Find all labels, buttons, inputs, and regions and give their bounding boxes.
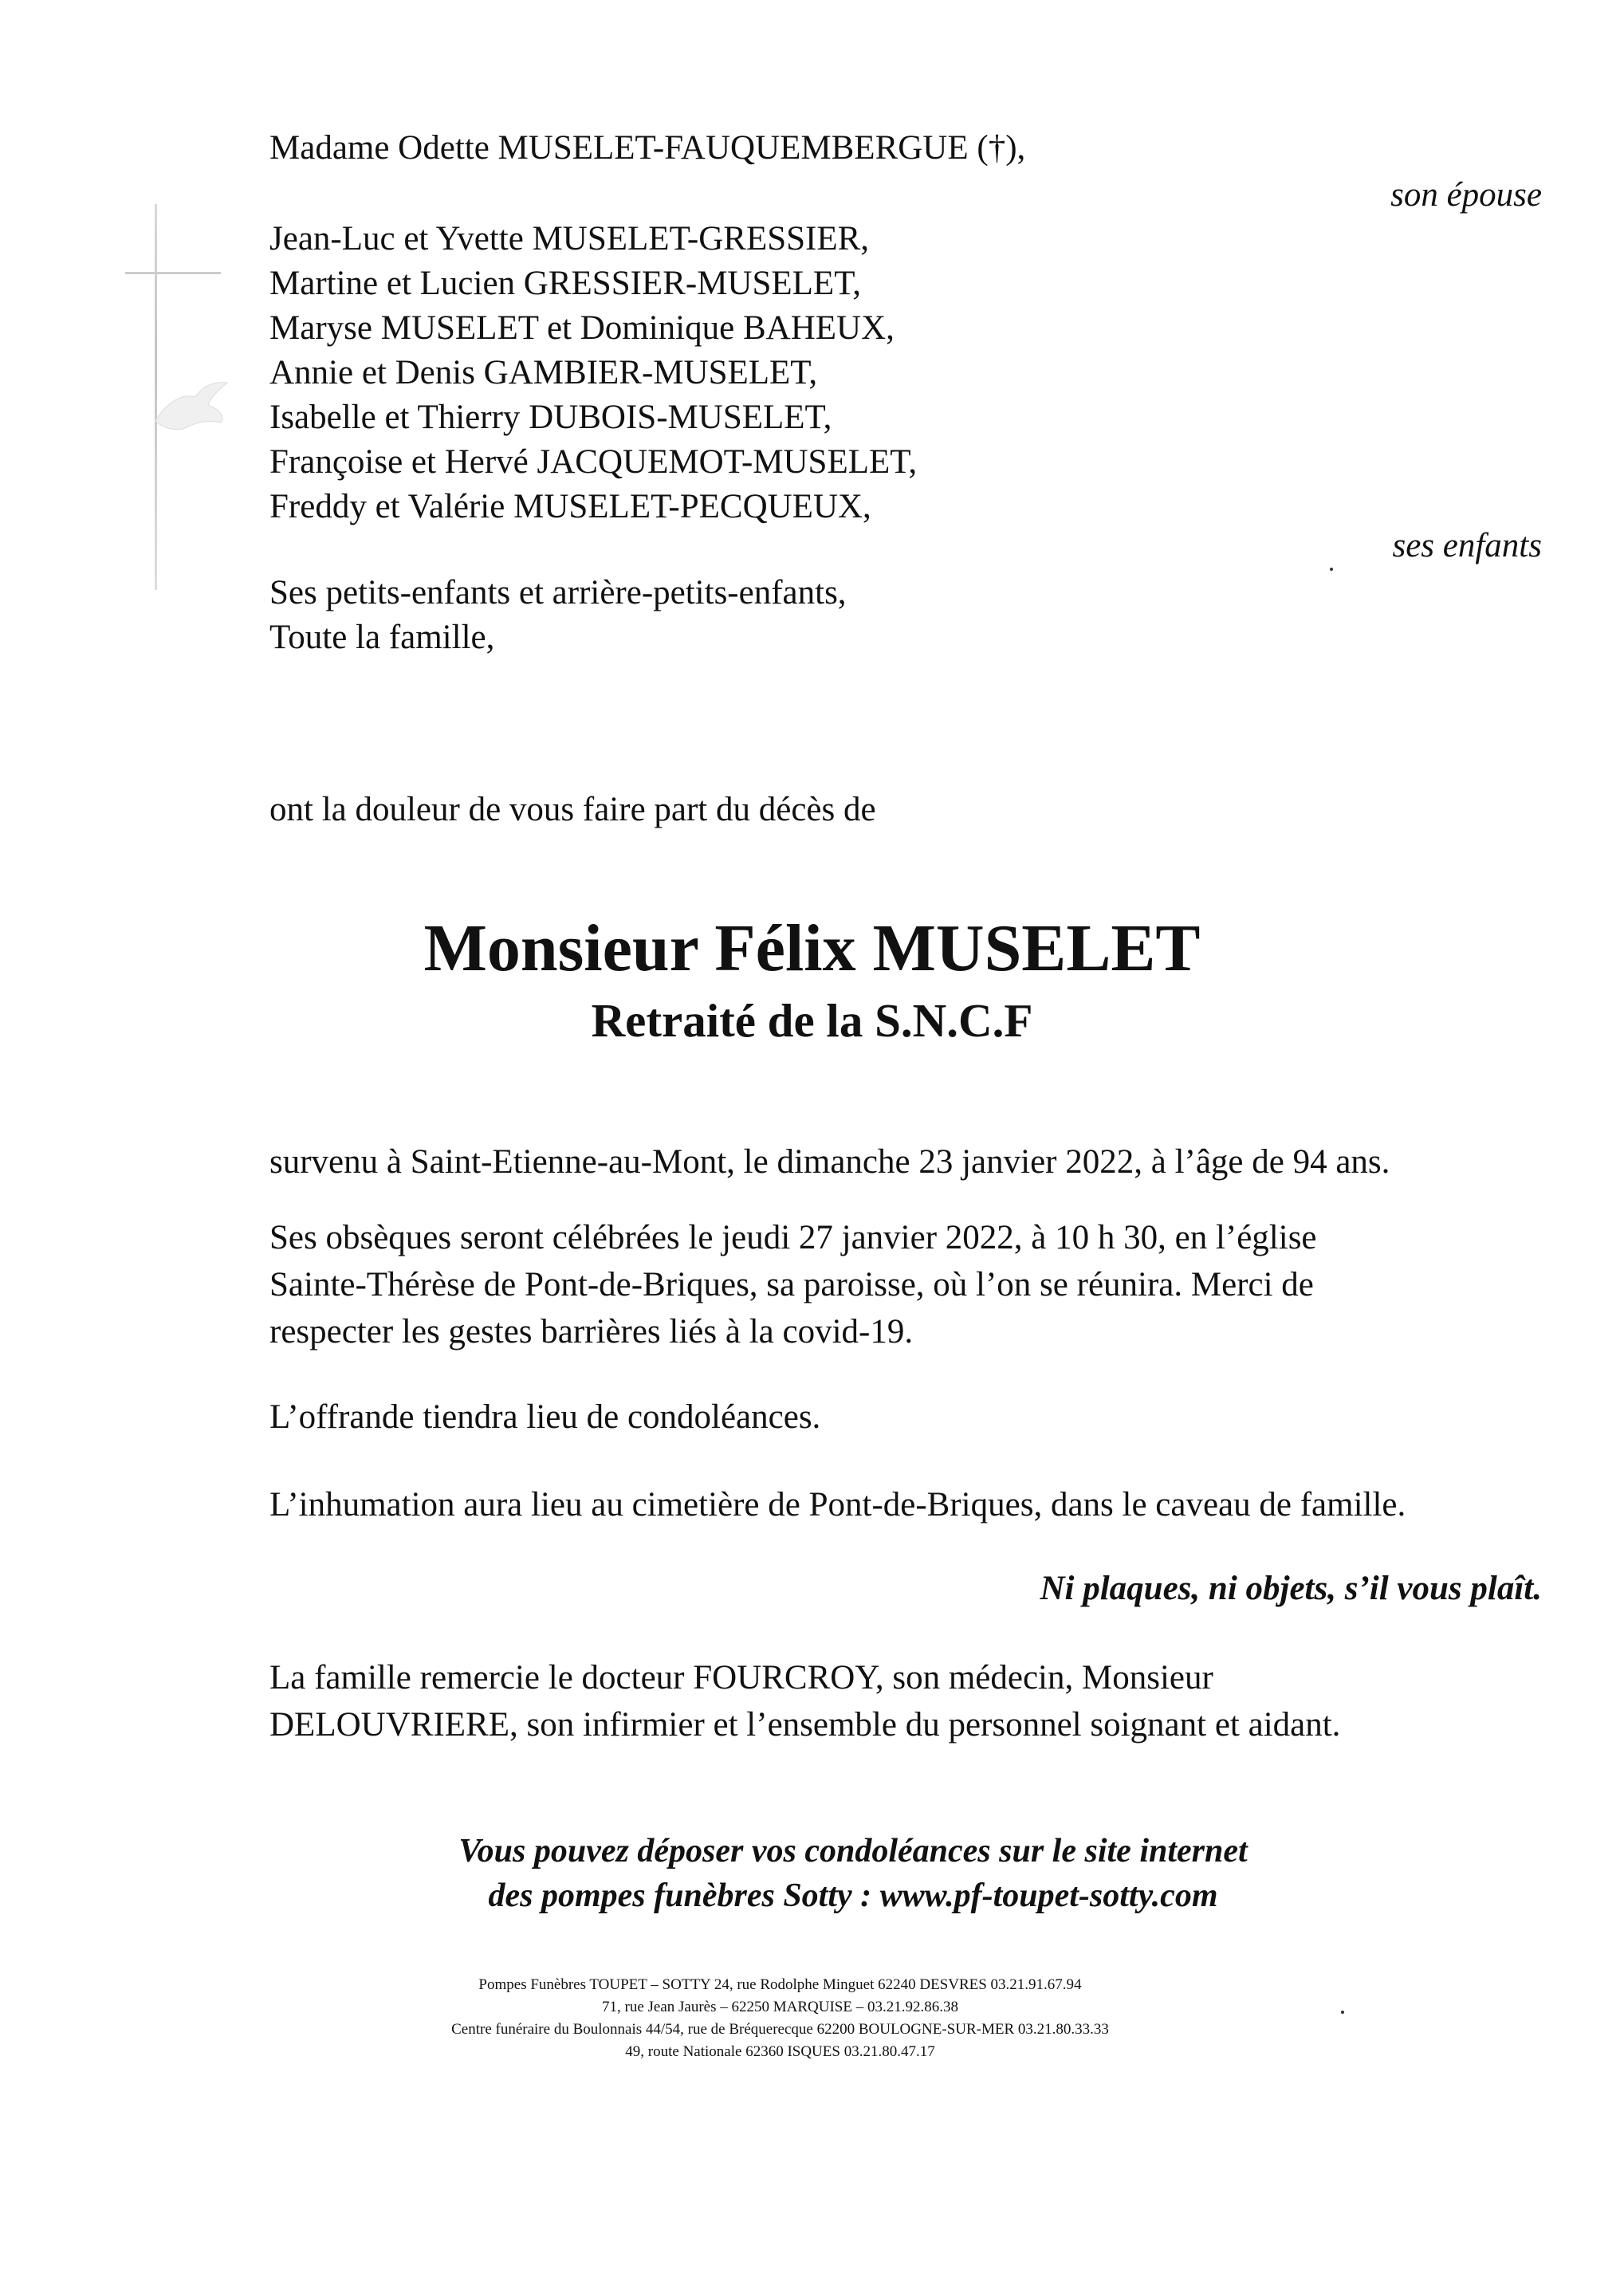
family-child-7: Freddy et Valérie MUSELET-PECQUEUX, [269,488,871,525]
scan-speck [1341,2011,1344,2014]
footer-line-4: 49, route Nationale 62360 ISQUES 03.21.80.47.17 [625,2043,935,2060]
offering-details [269,1394,1545,1441]
death-text: survenu à Saint-Etienne-au-Mont, le dimanche 23 janvier 2022, à l’âge de 94 ans. [269,1143,1390,1181]
burial-details [269,1481,1545,1528]
cross-icon-crossbar [125,272,221,274]
thanks-line-2: DELOUVRIERE, son infirmier et l’ensemble du personnel soignant et aidant. [269,1706,1341,1744]
footer-line-3: Centre funéraire du Boulonnais 44/54, rue de Bréquerecque 62200 BOULOGNE-SUR-MER 03.21.80.33.33 [451,2021,1109,2038]
deceased-subtitle: Retraité de la S.N.C.F [591,994,1033,1047]
family-spouse: Madame Odette MUSELET-FAUQUEMBERGUE (†), [269,129,1026,167]
role-spouse: son épouse [1390,176,1542,214]
deceased-name: Monsieur Félix MUSELET [423,911,1201,985]
funeral-details [269,1214,1545,1355]
footer-line-2: 71, rue Jean Jaurès – 62250 MARQUISE – 03.21.92.86.38 [602,1999,958,2015]
family-child-1: Jean-Luc et Yvette MUSELET-GRESSIER, [269,220,870,258]
scan-speck [1330,568,1333,571]
offering-text: L’offrande tiendra lieu de condoléances. [269,1398,821,1436]
funeral-line-3: respecter les gestes barrières liés à la covid-19. [269,1313,914,1350]
thanks-line-1: La famille remercie le docteur FOURCROY, son médecin, Monsieur [269,1659,1213,1696]
funeral-line-2: Sainte-Thérèse de Pont-de-Briques, sa paroisse, où l’on se réunira. Merci de [269,1266,1314,1303]
family-child-2: Martine et Lucien GRESSIER-MUSELET, [269,265,862,302]
dove-icon [147,373,235,445]
family-grandchildren: Ses petits-enfants et arrière-petits-enfants, [269,574,847,611]
no-flowers-note: Ni plaques, ni objets, s’il vous plaît. [1040,1570,1542,1607]
family-all: Toute la famille, [269,619,495,656]
death-details [269,1138,1545,1185]
footer-line-1: Pompes Funèbres TOUPET – SOTTY 24, rue Rodolphe Minguet 62240 DESVRES 03.21.91.67.94 [478,1976,1082,1993]
family-child-3: Maryse MUSELET et Dominique BAHEUX, [269,309,895,347]
announcement: ont la douleur de vous faire part du décès de [269,791,876,828]
thanks-details [269,1654,1545,1748]
family-child-5: Isabelle et Thierry DUBOIS-MUSELET, [269,399,832,436]
family-child-4: Annie et Denis GAMBIER-MUSELET, [269,354,818,391]
condolences-line-2: des pompes funèbres Sotty : www.pf-toupet-sotty.com [488,1877,1218,1914]
burial-text: L’inhumation aura lieu au cimetière de Pont-de-Briques, dans le caveau de famille. [269,1486,1406,1523]
condolences-line-1: Vous pouvez déposer vos condoléances sur le site internet [458,1833,1248,1869]
role-children: ses enfants [1392,527,1542,564]
family-child-6: Françoise et Hervé JACQUEMOT-MUSELET, [269,443,918,481]
funeral-line-1: Ses obsèques seront célébrées le jeudi 27 janvier 2022, à 10 h 30, en l’église [269,1219,1317,1256]
